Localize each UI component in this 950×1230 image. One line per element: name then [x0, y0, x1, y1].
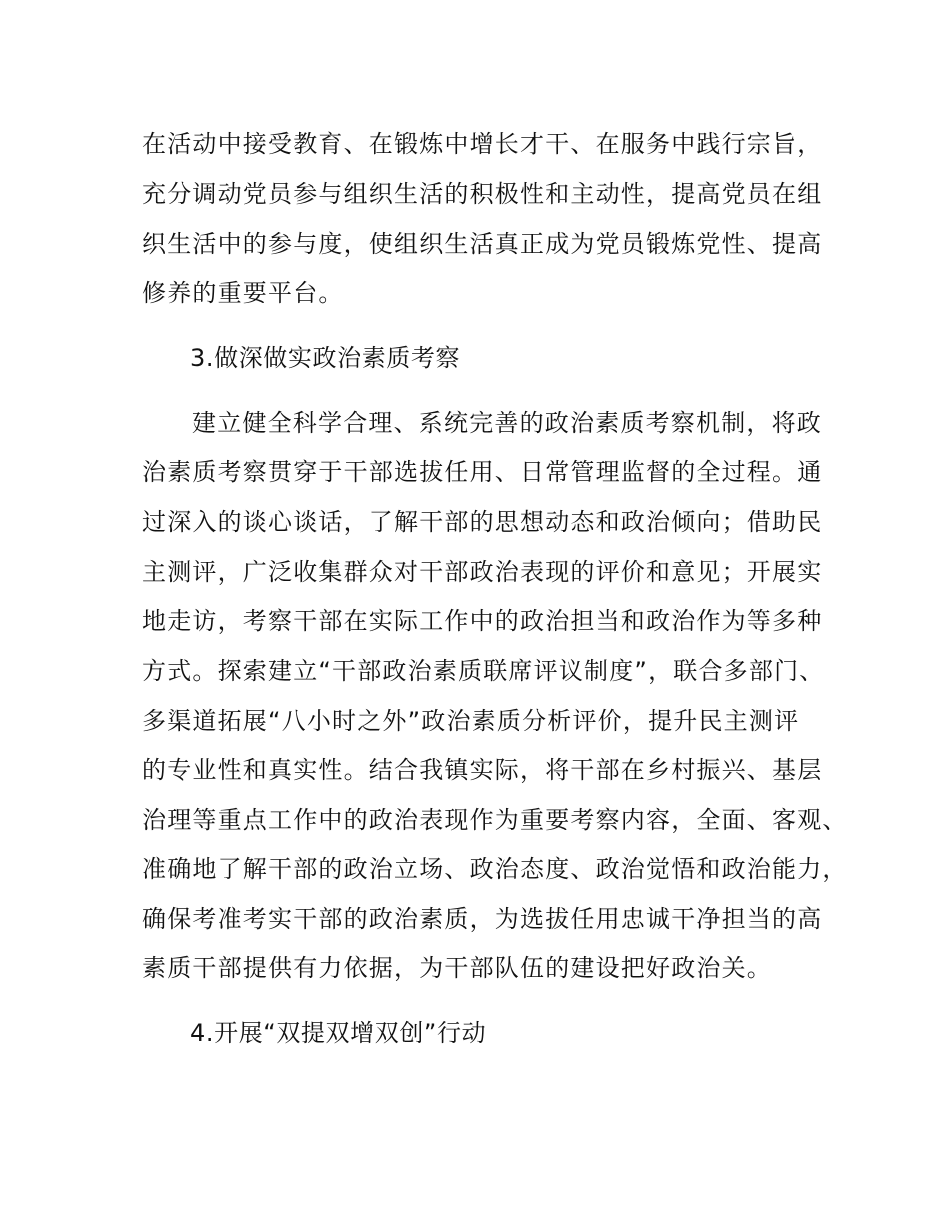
section-heading-4: 4.开展“双提双增双创”行动 [190, 1019, 487, 1047]
paragraph-line: 确保考准考实干部的政治素质，为选拔任用忠诚干净担当的高 [142, 905, 823, 933]
paragraph-line: 修养的重要平台。 [142, 279, 344, 307]
paragraph-line: 在活动中接受教育、在锻炼中增长才干、在服务中践行宗旨， [142, 130, 823, 158]
paragraph-line: 建立健全科学合理、系统完善的政治素质考察机制，将政 [192, 409, 822, 437]
paragraph-line: 的专业性和真实性。结合我镇实际，将干部在乡村振兴、基层 [142, 756, 823, 784]
paragraph-line: 准确地了解干部的政治立场、政治态度、政治觉悟和政治能力， [142, 855, 848, 883]
paragraph-line: 治素质考察贯穿于干部选拔任用、日常管理监督的全过程。通 [142, 458, 823, 486]
paragraph-line: 过深入的谈心谈话，了解干部的思想动态和政治倾向；借助民 [142, 508, 823, 536]
paragraph-line: 素质干部提供有力依据，为干部队伍的建设把好政治关。 [142, 954, 772, 982]
paragraph-line: 治理等重点工作中的政治表现作为重要考察内容，全面、客观、 [142, 806, 848, 834]
paragraph-line: 织生活中的参与度，使组织生活真正成为党员锻炼党性、提高 [142, 230, 823, 258]
section-heading-3: 3.做深做实政治素质考察 [190, 344, 461, 372]
paragraph-line: 方式。探索建立“干部政治素质联席评议制度”，联合多部门、 [142, 657, 825, 685]
paragraph-line: 充分调动党员参与组织生活的积极性和主动性，提高党员在组 [142, 180, 823, 208]
paragraph-line: 地走访，考察干部在实际工作中的政治担当和政治作为等多种 [142, 607, 823, 635]
paragraph-line: 多渠道拓展“八小时之外”政治素质分析评价，提升民主测评 [142, 707, 800, 735]
paragraph-line: 主测评，广泛收集群众对干部政治表现的评价和意见；开展实 [142, 558, 823, 586]
